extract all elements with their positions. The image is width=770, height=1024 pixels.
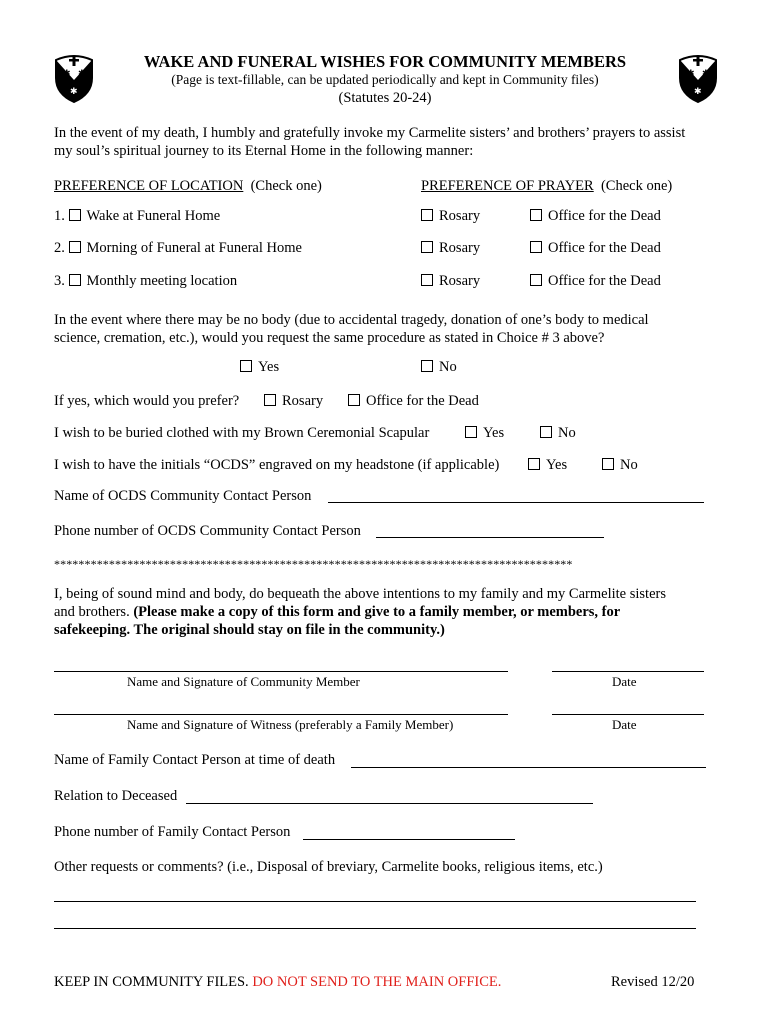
checkbox-monthly-meeting[interactable] xyxy=(69,274,81,286)
other-requests-field-1[interactable] xyxy=(54,886,696,902)
location-option-2 xyxy=(54,240,302,257)
witness-signature-label: Name and Signature of Witness (preferably a Family Member) xyxy=(127,717,454,732)
no-body-line-2: science, cremation, etc.), would you request the same procedure as stated in Choice # 3 above? xyxy=(54,330,605,346)
svg-text:✱: ✱ xyxy=(78,69,86,79)
ocds-contact-phone-field[interactable] xyxy=(376,522,604,538)
checkbox-if-yes-office[interactable] xyxy=(348,394,360,406)
rosary-option-2 xyxy=(421,240,480,257)
checkbox-rosary-1[interactable] xyxy=(421,209,433,221)
office-label: Office for the Dead xyxy=(366,393,479,409)
svg-text:✱: ✱ xyxy=(63,69,71,79)
if-yes-question: If yes, which would you prefer? xyxy=(54,393,240,409)
if-yes-office xyxy=(348,393,479,410)
yes-label: Yes xyxy=(483,425,505,441)
checkbox-rosary-2[interactable] xyxy=(421,241,433,253)
option-number: 2. xyxy=(54,240,65,256)
keep-label: KEEP IN COMMUNITY FILES. xyxy=(54,974,249,990)
no-body-line-1: In the event where there may be no body (due to accidental tragedy, donation of one’s body to medical xyxy=(54,312,649,328)
option-label: Morning of Funeral at Funeral Home xyxy=(86,240,302,256)
checkbox-scapular-no[interactable] xyxy=(540,426,552,438)
rosary-label: Rosary xyxy=(439,273,481,289)
other-requests-field-2[interactable] xyxy=(54,913,696,929)
yes-label: Yes xyxy=(546,457,568,473)
scapular-question: I wish to be buried clothed with my Brown Ceremonial Scapular xyxy=(54,425,430,441)
option-number: 1. xyxy=(54,208,65,224)
option-label: Monthly meeting location xyxy=(86,273,238,289)
office-label: Office for the Dead xyxy=(548,240,661,256)
prayer-heading-text: PREFERENCE OF PRAYER xyxy=(421,178,594,194)
family-phone-field[interactable] xyxy=(303,824,515,840)
office-option-2 xyxy=(530,240,661,257)
member-date-field[interactable] xyxy=(552,657,704,672)
bequeath-line-1: I, being of sound mind and body, do bequeath the above intentions to my family and my Carmelite sisters xyxy=(54,586,666,602)
family-contact-name-field[interactable] xyxy=(351,752,706,768)
checkbox-wake-funeral-home[interactable] xyxy=(69,209,81,221)
location-heading xyxy=(54,178,322,195)
ocds-contact-name-label: Name of OCDS Community Contact Person xyxy=(54,488,312,504)
bequeath-plain: and brothers. xyxy=(54,604,134,620)
scapular-yes xyxy=(465,425,504,442)
checkbox-office-3[interactable] xyxy=(530,274,542,286)
checkbox-scapular-yes[interactable] xyxy=(465,426,477,438)
prayer-note: (Check one) xyxy=(600,178,673,194)
svg-text:✱: ✱ xyxy=(687,69,695,79)
checkbox-no-body-no[interactable] xyxy=(421,360,433,372)
page-title: WAKE AND FUNERAL WISHES FOR COMMUNITY MEMBERS xyxy=(143,52,627,71)
relation-field[interactable] xyxy=(186,788,593,804)
witness-signature-field[interactable] xyxy=(54,700,508,715)
witness-date-label: Date xyxy=(612,717,637,732)
ocds-contact-name-field[interactable] xyxy=(328,487,704,503)
initials-question: I wish to have the initials “OCDS” engraved on my headstone (if applicable) xyxy=(54,457,500,473)
office-label: Office for the Dead xyxy=(548,208,661,224)
member-signature-field[interactable] xyxy=(54,657,508,672)
rosary-label: Rosary xyxy=(282,393,324,409)
prayer-heading xyxy=(421,178,672,195)
svg-text:✱: ✱ xyxy=(70,87,78,97)
office-option-1 xyxy=(530,208,661,225)
checkbox-morning-funeral[interactable] xyxy=(69,241,81,253)
bequeath-bold-1: (Please make a copy of this form and give to a family member, or members, for xyxy=(133,604,621,620)
checkbox-no-body-yes[interactable] xyxy=(240,360,252,372)
if-yes-rosary xyxy=(264,393,323,410)
member-signature-label: Name and Signature of Community Member xyxy=(127,674,360,689)
initials-no xyxy=(602,457,638,474)
separator: ************************************************************************************* xyxy=(54,557,573,571)
checkbox-rosary-3[interactable] xyxy=(421,274,433,286)
office-label: Office for the Dead xyxy=(548,273,661,289)
ocds-contact-phone-label: Phone number of OCDS Community Contact Person xyxy=(54,523,361,539)
option-label: Wake at Funeral Home xyxy=(86,208,221,224)
warning-label: DO NOT SEND TO THE MAIN OFFICE. xyxy=(252,974,502,990)
bequeath-line-2 xyxy=(54,604,620,621)
no-body-no xyxy=(421,359,457,376)
checkbox-office-1[interactable] xyxy=(530,209,542,221)
intro-line-1: In the event of my death, I humbly and gratefully invoke my Carmelite sisters’ and brothers’ prayers to assist xyxy=(54,125,686,141)
no-label: No xyxy=(439,359,457,375)
scapular-no xyxy=(540,425,576,442)
relation-label: Relation to Deceased xyxy=(54,788,178,804)
no-label: No xyxy=(558,425,576,441)
rosary-label: Rosary xyxy=(439,208,481,224)
revised-label: Revised 12/20 xyxy=(611,974,695,990)
yes-label: Yes xyxy=(258,359,280,375)
no-body-yes xyxy=(240,359,279,376)
svg-text:✱: ✱ xyxy=(694,87,702,97)
page-subtitle: (Page is text-fillable, can be updated periodically and kept in Community files) xyxy=(171,72,599,87)
witness-date-field[interactable] xyxy=(552,700,704,715)
location-note: (Check one) xyxy=(250,178,322,194)
intro-line-2: my soul’s spiritual journey to its Eternal Home in the following manner: xyxy=(54,143,474,159)
option-number: 3. xyxy=(54,273,65,289)
location-option-3 xyxy=(54,273,237,290)
rosary-label: Rosary xyxy=(439,240,481,256)
family-contact-name-label: Name of Family Contact Person at time of death xyxy=(54,752,336,768)
statutes-label: (Statutes 20-24) xyxy=(338,90,432,106)
bequeath-line-3: safekeeping. The original should stay on file in the community.) xyxy=(54,622,445,638)
other-requests-label: Other requests or comments? (i.e., Disposal of breviary, Carmelite books, religious items, etc.) xyxy=(54,859,603,875)
office-option-3 xyxy=(530,273,661,290)
initials-yes xyxy=(528,457,567,474)
location-heading-text: PREFERENCE OF LOCATION xyxy=(54,178,244,194)
location-option-1 xyxy=(54,208,220,225)
checkbox-if-yes-rosary[interactable] xyxy=(264,394,276,406)
rosary-option-3 xyxy=(421,273,480,290)
checkbox-office-2[interactable] xyxy=(530,241,542,253)
checkbox-initials-yes[interactable] xyxy=(528,458,540,470)
family-phone-label: Phone number of Family Contact Person xyxy=(54,824,291,840)
member-date-label: Date xyxy=(612,674,637,689)
footer-note xyxy=(54,974,501,991)
svg-text:✱: ✱ xyxy=(702,69,710,79)
rosary-option-1 xyxy=(421,208,480,225)
no-label: No xyxy=(620,457,638,473)
checkbox-initials-no[interactable] xyxy=(602,458,614,470)
